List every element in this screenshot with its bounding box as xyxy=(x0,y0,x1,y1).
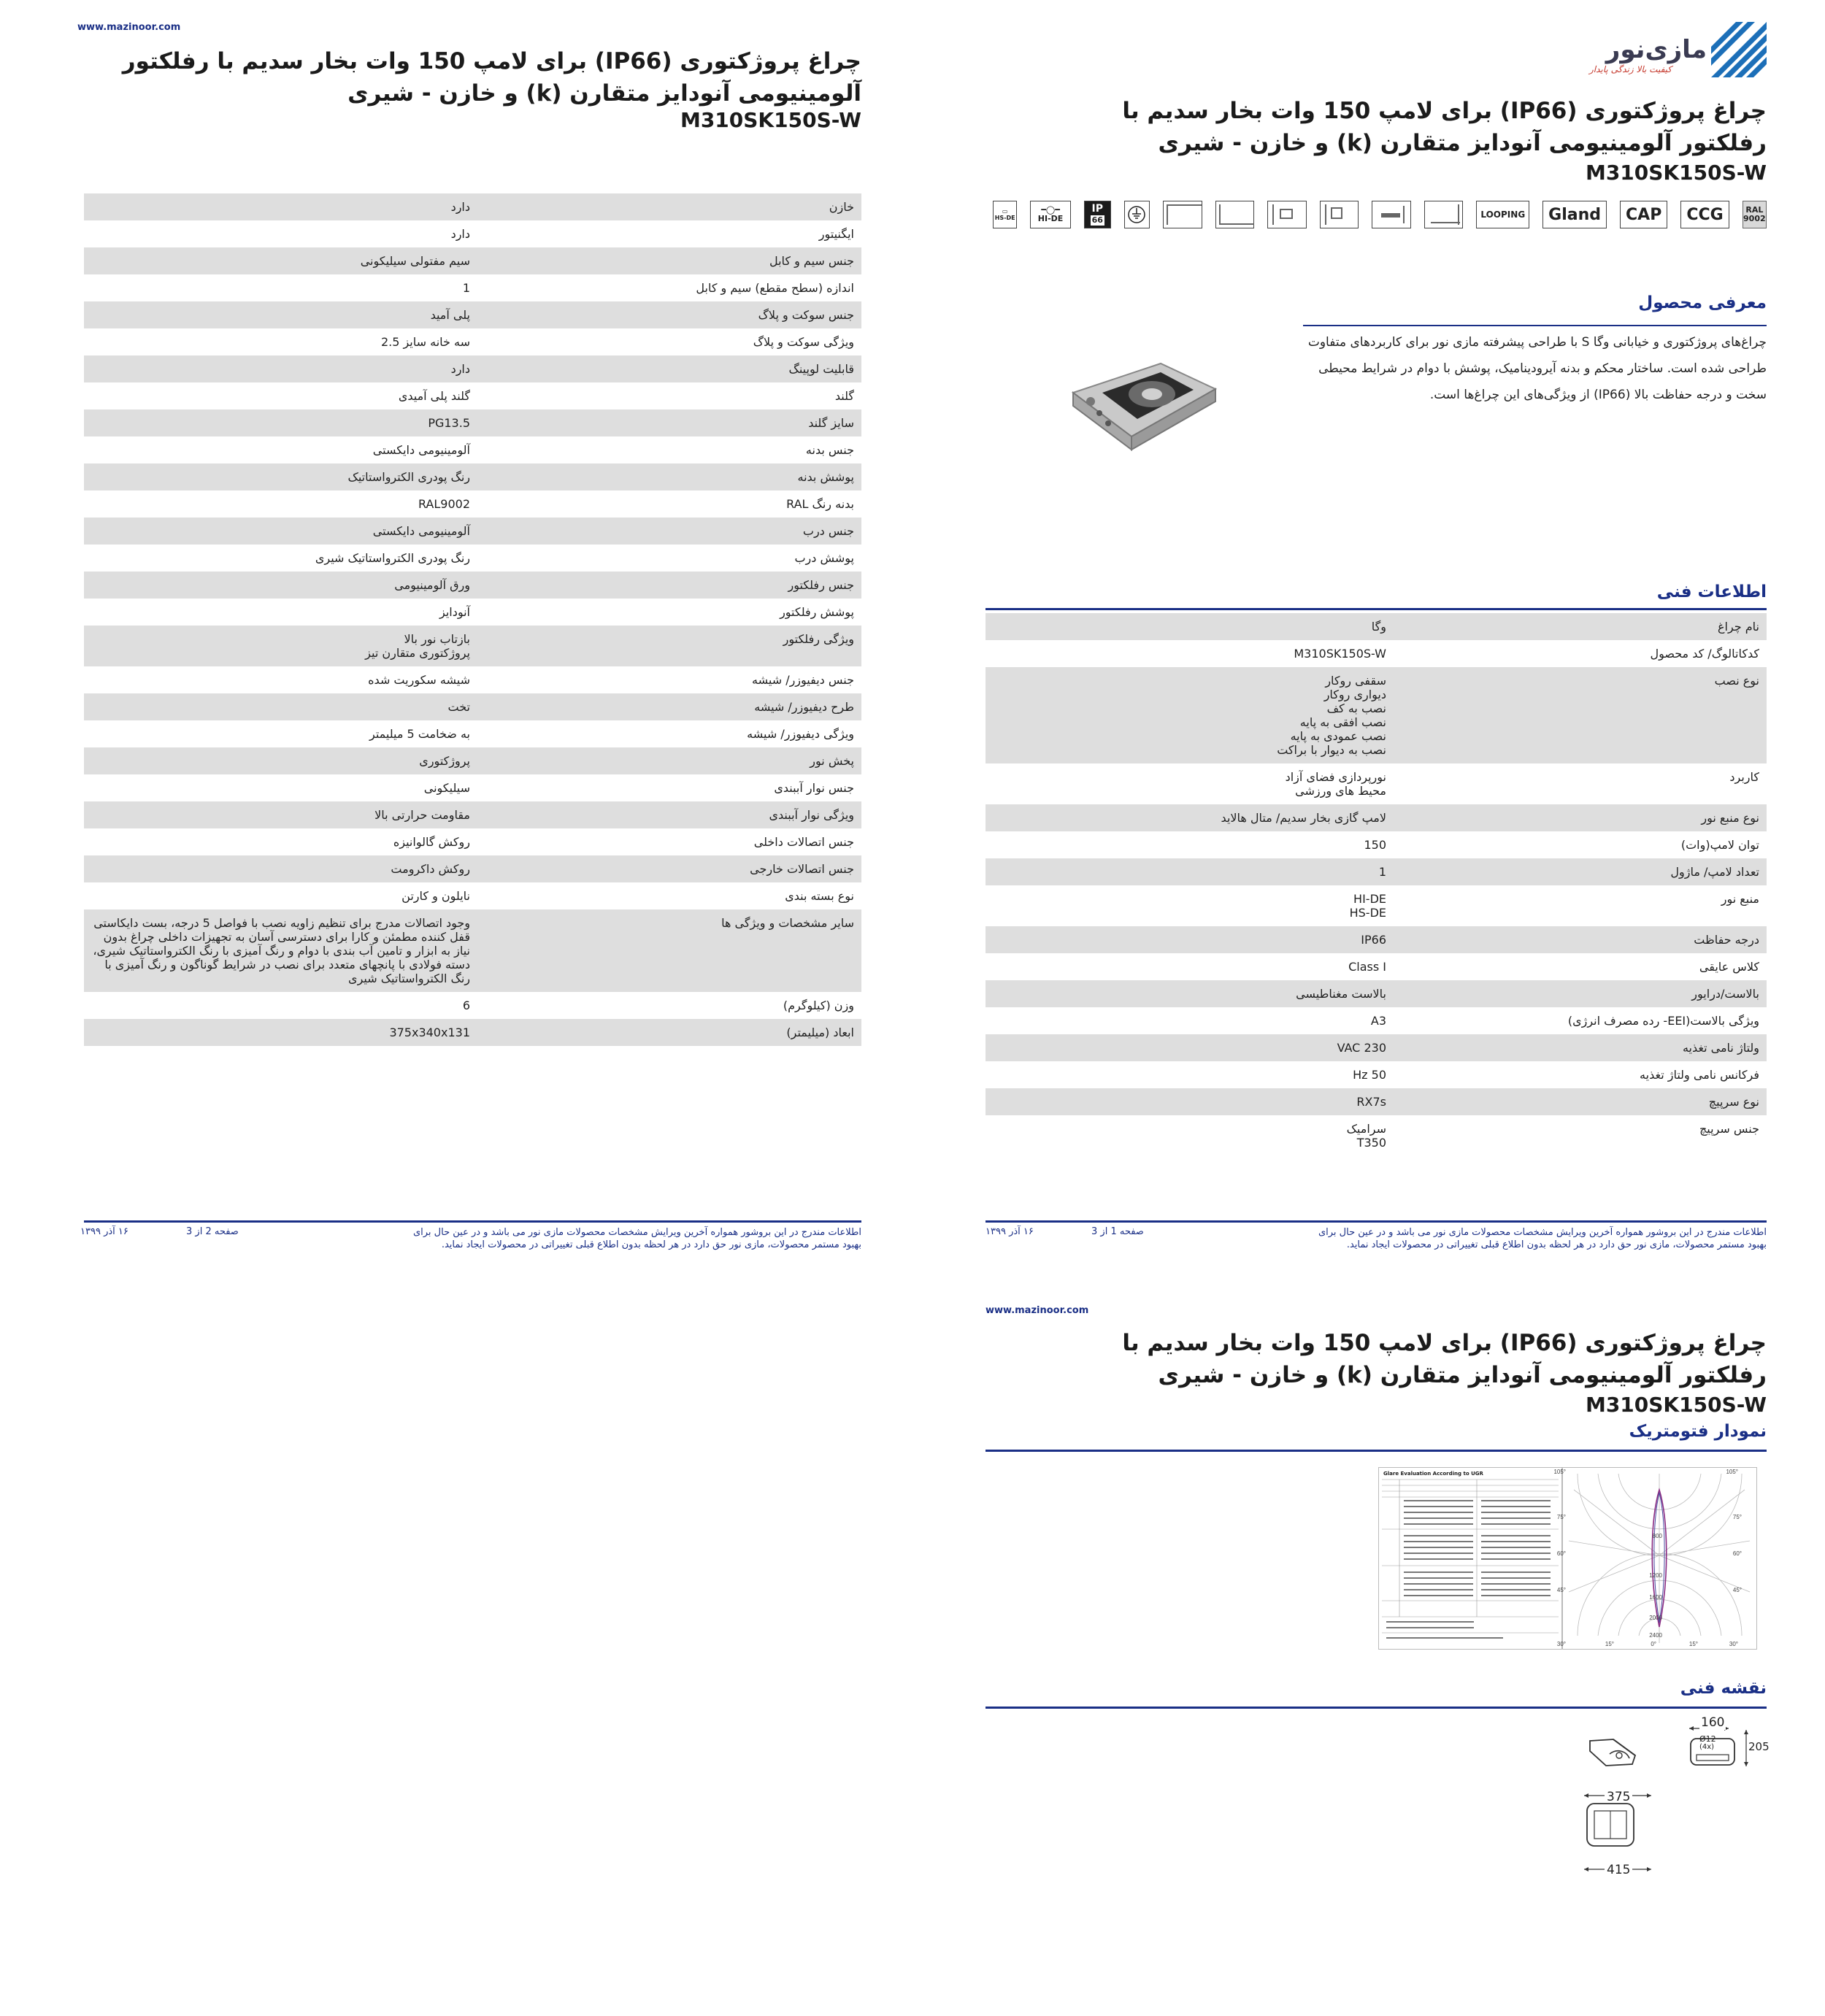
spec-row xyxy=(986,640,1767,667)
spec-label: سایز گلند xyxy=(476,409,861,436)
spec-value: Class I xyxy=(1348,960,1386,974)
spec-label: پوشش درب xyxy=(794,551,854,565)
site-url[interactable]: www.mazinoor.com xyxy=(986,1305,1089,1316)
svg-text:2400: 2400 xyxy=(1649,1632,1662,1639)
spec-label: پخش نور xyxy=(476,747,861,774)
spec-label: خازن xyxy=(476,193,861,220)
spec-value: HI-DE HS-DE xyxy=(1349,892,1386,920)
svg-text:15°: 15° xyxy=(1605,1641,1614,1647)
spec-value: نایلون و کارتن xyxy=(402,889,470,903)
technical-drawing-heading: نقشه فنی xyxy=(1680,1679,1767,1698)
spec-label: فرکانس نامی ولتاژ تغذیه xyxy=(1640,1068,1759,1082)
spec-value: آلومینیومی دایکستی xyxy=(84,518,476,545)
looping-icon: LOOPING xyxy=(1476,201,1529,228)
spec-value: A3 xyxy=(1370,1014,1386,1028)
spec-row xyxy=(84,720,861,747)
spec-row xyxy=(84,572,861,599)
spec-row xyxy=(84,247,861,274)
spec-value: سیم مفتولی سیلیکونی xyxy=(84,247,476,274)
spec-label: جنس اتصالات خارجی xyxy=(476,855,861,882)
spec-label: ویژگی رفلکتور xyxy=(476,626,861,666)
polar-curve-chart xyxy=(1553,1468,1756,1649)
spec-row xyxy=(986,1061,1767,1088)
spec-value: بازتاب نور بالا پروژکتوری متقارن تیز xyxy=(84,626,476,666)
spec-value: رنگ پودری الکترواستاتیک xyxy=(84,463,476,490)
tech-info-table xyxy=(986,613,1767,1156)
spec-label: قابلیت لوپینگ xyxy=(476,355,861,382)
spec-label: نوع نصب xyxy=(1392,667,1767,763)
photometric-rule xyxy=(986,1450,1767,1452)
spec-label: وزن (کیلوگرم) xyxy=(783,999,854,1012)
spec-value: نورپردازی فضای آزاد محیط های ورزشی xyxy=(1285,770,1386,798)
photometric-heading: نمودار فتومتریک xyxy=(1629,1422,1767,1441)
footer-page-number: صفحه 1 از 3 xyxy=(1091,1226,1144,1237)
spec-label: ویژگی بالاست(EEI- رده مصرف انرژی) xyxy=(1567,1014,1759,1028)
spec-label: نوع منبع نور xyxy=(1392,804,1767,831)
dimension-375-label: 375 xyxy=(1605,1790,1632,1804)
product-code: M310SK150S-W xyxy=(680,108,861,132)
spec-row xyxy=(84,801,861,828)
spec-label: سایر مشخصات و ویژگی ها xyxy=(476,909,861,992)
spec-row xyxy=(84,490,861,518)
spec-row xyxy=(84,463,861,490)
spec-label: نوع بسته بندی xyxy=(785,889,854,903)
mount-pole-top-icon xyxy=(1424,201,1464,228)
spec-value: رنگ پودری الکترواستاتیک شیری xyxy=(315,551,470,565)
svg-text:2000: 2000 xyxy=(1649,1615,1662,1621)
spec-value: آلومینیومی دایکستی xyxy=(372,443,470,457)
spec-value: لامپ گازی بخار سدیم/ متال هالاید xyxy=(986,804,1392,831)
spec-label: منبع نور xyxy=(1721,892,1759,906)
side-view-drawing xyxy=(1584,1734,1653,1796)
tech-info-table-continued xyxy=(84,193,861,1046)
spec-label: گلند xyxy=(834,389,854,403)
spec-value: سرامیک T350 xyxy=(1346,1122,1386,1150)
spec-value: 50 Hz xyxy=(1353,1068,1386,1082)
datasheet-page-3 xyxy=(978,1292,1770,2015)
footer-rule xyxy=(84,1220,861,1223)
spec-row xyxy=(84,855,861,882)
polar-photometric-diagram xyxy=(1553,1467,1757,1650)
spec-label: جنس سوکت و پلاگ xyxy=(476,301,861,328)
datasheet-page-1 xyxy=(978,0,1767,1270)
spec-value: ورق آلومینیومی xyxy=(84,572,476,599)
spec-value: دارد xyxy=(450,227,470,241)
spec-row xyxy=(84,828,861,855)
spec-value: 1 xyxy=(462,281,470,295)
spec-row xyxy=(986,763,1767,804)
product-code: M310SK150S-W xyxy=(1585,161,1767,185)
spec-row xyxy=(84,220,861,247)
tech-info-rule xyxy=(986,608,1767,610)
brand-logo xyxy=(1526,22,1767,77)
spec-label: جنس رفلکتور xyxy=(476,572,861,599)
svg-text:1600: 1600 xyxy=(1649,1594,1662,1601)
spec-row xyxy=(84,274,861,301)
spec-row xyxy=(84,409,861,436)
earth-icon xyxy=(1124,201,1150,228)
ccg-icon: CCG xyxy=(1680,201,1729,228)
product-image xyxy=(1051,356,1226,462)
svg-text:800: 800 xyxy=(1652,1533,1662,1539)
product-title: چراغ پروژکتوری (IP66) برای لامپ 150 وات بخار سدیم با رفلکتور آلومینیومی آنودایز متقارن (k) و خازن - شیری xyxy=(1122,1330,1767,1388)
spec-value: 6 xyxy=(462,999,470,1012)
hs-de-lamp-icon: ▭ HS-DE xyxy=(993,201,1017,228)
spec-row xyxy=(986,1034,1767,1061)
svg-text:15°: 15° xyxy=(1688,1641,1698,1647)
spec-label: جنس بدنه xyxy=(805,443,854,457)
spec-row xyxy=(84,382,861,409)
spec-value: پروژکتوری xyxy=(84,747,476,774)
spec-value: سقفی روکار دیواری روکار نصب به کف نصب افقی به پایه نصب عمودی به پایه نصب به دیوار با براکت xyxy=(986,667,1392,763)
svg-text:75°: 75° xyxy=(1556,1514,1566,1520)
dimension-205-label: 205 xyxy=(1748,1740,1770,1753)
svg-text:60°: 60° xyxy=(1556,1550,1566,1557)
mount-floor-icon xyxy=(1320,201,1359,228)
spec-label: طرح دیفیوزر/ شیشه xyxy=(476,693,861,720)
spec-value: سیلیکونی xyxy=(423,781,470,795)
footer-note: اطلاعات مندرج در این بروشور همواره آخرین ویرایش مشخصات محصولات مازی نور می باشد و در عین حال برای بهبود مستمر محصولات، مازی نور حق دارد در هر لحظه بدون اطلاع قبلی تغییراتی در محصولات ایجاد نماید. xyxy=(1318,1227,1767,1250)
ugr-grid-lines xyxy=(1382,1471,1559,1646)
product-title: چراغ پروژکتوری (IP66) برای لامپ 150 وات بخار سدیم با رفلکتور آلومینیومی آنودایز متقارن (k) و خازن - شیری xyxy=(1122,98,1767,156)
spec-value: پلی آمید xyxy=(84,301,476,328)
spec-row xyxy=(986,926,1767,953)
spec-label: پوشش رفلکتور xyxy=(780,605,854,619)
spec-row xyxy=(84,882,861,909)
svg-text:45°: 45° xyxy=(1556,1587,1566,1593)
spec-value: 150 xyxy=(1364,838,1386,852)
spec-label: جنس سرپیچ xyxy=(1699,1122,1759,1136)
spec-label: توان لامپ(وات) xyxy=(1680,838,1759,852)
spec-label: ولتاژ نامی تغذیه xyxy=(1392,1034,1767,1061)
mount-wall-icon xyxy=(1215,201,1255,228)
spec-value: RAL9002 xyxy=(418,497,470,511)
spec-row xyxy=(84,1019,861,1046)
spec-value: دارد xyxy=(84,355,476,382)
spec-row xyxy=(986,667,1767,763)
spec-row xyxy=(84,355,861,382)
spec-row xyxy=(84,666,861,693)
spec-label: جنس سیم و کابل xyxy=(476,247,861,274)
footer-page-number: صفحه 2 از 3 xyxy=(186,1226,239,1237)
dimension-hole-count-label: (4x) xyxy=(1699,1743,1715,1751)
ip66-icon: IP 66 xyxy=(1084,201,1111,228)
spec-label: نام چراغ xyxy=(1392,613,1767,640)
spec-label: بدنه رنگ RAL xyxy=(786,497,854,511)
svg-text:30°: 30° xyxy=(1556,1641,1566,1647)
spec-value: تخت xyxy=(84,693,476,720)
spec-value: PG13.5 xyxy=(84,409,476,436)
spec-row xyxy=(84,436,861,463)
svg-text:45°: 45° xyxy=(1732,1587,1742,1593)
footer-note: اطلاعات مندرج در این بروشور همواره آخرین ویرایش مشخصات محصولات مازی نور می باشد و در عین حال برای بهبود مستمر محصولات، مازی نور حق دارد در هر لحظه بدون اطلاع قبلی تغییراتی در محصولات ایجاد نماید. xyxy=(412,1227,861,1250)
spec-value: 230 VAC xyxy=(986,1034,1392,1061)
spec-value: سه خانه سایز 2.5 xyxy=(380,335,470,349)
spec-label: جنس نوار آببندی xyxy=(774,781,854,795)
spec-label: ویژگی سوکت و پلاگ xyxy=(753,335,854,349)
spec-label: کاربرد xyxy=(1729,770,1759,784)
spec-label: جنس دیفیوزر/ شیشه xyxy=(752,673,854,687)
spec-label: جنس درب xyxy=(476,518,861,545)
spec-label: کلاس عایقی xyxy=(1699,960,1759,974)
spec-row xyxy=(986,1115,1767,1156)
spec-value: 375x340x131 xyxy=(84,1019,476,1046)
spec-row xyxy=(84,328,861,355)
spec-label: نوع سرپیچ xyxy=(1392,1088,1767,1115)
spec-label: ویژگی نوار آببندی xyxy=(476,801,861,828)
spec-label: پوشش بدنه xyxy=(476,463,861,490)
svg-text:30°: 30° xyxy=(1729,1641,1738,1647)
spec-label: جنس اتصالات داخلی xyxy=(753,835,854,849)
spec-label: درجه حفاظت xyxy=(1392,926,1767,953)
spec-row xyxy=(84,193,861,220)
spec-value: دارد xyxy=(84,193,476,220)
spec-value: 1 xyxy=(986,858,1392,885)
svg-text:60°: 60° xyxy=(1732,1550,1742,1557)
spec-label: ایگنیتور xyxy=(818,227,854,241)
feature-icons xyxy=(993,201,1767,234)
tech-info-heading: اطلاعات فنی xyxy=(1656,582,1767,601)
spec-row xyxy=(986,804,1767,831)
spec-value: M310SK150S-W xyxy=(1294,647,1386,661)
logo-mark-icon xyxy=(1711,22,1767,77)
spec-row xyxy=(84,747,861,774)
site-url[interactable]: www.mazinoor.com xyxy=(77,22,181,33)
footer-date: ۱۶ آذر ۱۳۹۹ xyxy=(80,1226,128,1237)
spec-row xyxy=(986,831,1767,858)
spec-value: وجود اتصالات مدرج برای تنظیم زاویه نصب با فواصل 5 درجه، بست دایکاستی قفل کننده مطمئن و کارا برای دسترسی آسان به تجهیزات داخلی چراغ بدون نیاز به ابزار و تامین آب بندی با دوام و رنگ آمیزی با رنگ الکترواستاتیک شیری، دسته فولادی با پانچهای متعدد برای نصب در شرایط گوناگون و رنگ آمیزی با رنگ الکترواستاتیک شیری xyxy=(84,909,476,992)
spec-label: بالاست/درایور xyxy=(1392,980,1767,1007)
svg-text:105°: 105° xyxy=(1553,1469,1566,1475)
spec-value: بالاست مغناطیسی xyxy=(986,980,1392,1007)
spec-row xyxy=(84,301,861,328)
spec-label: کدکاتالوگ/ کد محصول xyxy=(1650,647,1759,661)
svg-text:1200: 1200 xyxy=(1649,1572,1662,1579)
gland-icon: Gland xyxy=(1542,201,1607,228)
spec-value: روکش گالوانیزه xyxy=(393,835,470,849)
technical-drawing-rule xyxy=(986,1707,1767,1709)
spec-row xyxy=(84,518,861,545)
mount-bracket-icon xyxy=(1163,201,1202,228)
dimension-160-label: 160 xyxy=(1701,1715,1725,1730)
spec-value: گلند پلی آمیدی xyxy=(398,389,470,403)
spec-row xyxy=(986,613,1767,640)
spec-row xyxy=(84,774,861,801)
spec-value: RX7s xyxy=(986,1088,1392,1115)
spec-row xyxy=(986,858,1767,885)
spec-label: ویژگی دیفیوزر/ شیشه xyxy=(747,727,854,741)
datasheet-page-2 xyxy=(73,0,861,1270)
spec-label: تعداد لامپ/ ماژول xyxy=(1392,858,1767,885)
intro-heading: معرفی محصول xyxy=(1638,293,1767,312)
product-code: M310SK150S-W xyxy=(1585,1393,1767,1417)
spec-value: آنودایز xyxy=(439,605,470,619)
spec-row xyxy=(986,980,1767,1007)
spec-row xyxy=(84,626,861,666)
mount-pole-side-icon xyxy=(1372,201,1411,228)
product-title: چراغ پروژکتوری (IP66) برای لامپ 150 وات بخار سدیم با رفلکتور آلومینیومی آنودایز متقارن (k) و خازن - شیری xyxy=(122,48,861,107)
logo-tagline: کیفیت بالا زندگی پایدار xyxy=(1588,64,1672,74)
mount-ceiling-icon xyxy=(1267,201,1307,228)
footer-date: ۱۶ آذر ۱۳۹۹ xyxy=(986,1226,1034,1237)
svg-text:0°: 0° xyxy=(1651,1641,1656,1647)
hi-de-lamp-icon: ━◯━ HI-DE xyxy=(1030,201,1070,228)
spec-label: ابعاد (میلیمتر) xyxy=(476,1019,861,1046)
cap-icon: CAP xyxy=(1620,201,1667,228)
dimension-415-label: 415 xyxy=(1605,1863,1632,1877)
spec-row xyxy=(986,1088,1767,1115)
spec-row xyxy=(84,909,861,992)
spec-row xyxy=(986,953,1767,980)
spec-label: اندازه (سطح مقطع) سیم و کابل xyxy=(696,281,854,295)
spec-row xyxy=(84,693,861,720)
svg-text:75°: 75° xyxy=(1732,1514,1742,1520)
spec-value: شیشه سکوریت شده xyxy=(368,673,470,687)
spec-value: به ضخامت 5 میلیمتر xyxy=(369,727,470,741)
spec-value: روکش داکرومت xyxy=(84,855,476,882)
spec-row xyxy=(986,885,1767,926)
spec-row xyxy=(84,599,861,626)
svg-text:105°: 105° xyxy=(1726,1469,1738,1475)
ral-9002-icon: RAL 9002 xyxy=(1743,201,1767,228)
spec-value: IP66 xyxy=(986,926,1392,953)
ugr-glare-table: Glare Evaluation According to UGR xyxy=(1378,1467,1562,1650)
dimension-hole-label: Ø12 xyxy=(1699,1734,1716,1744)
spec-row xyxy=(84,992,861,1019)
logo-wordmark: مازی‌نور xyxy=(1605,35,1707,64)
intro-text: چراغ‌های پروژکتوری و خیابانی وگا S با طراحی پیشرفته مازی نور برای کاربردهای متفاوت طراحی شده است. ساختار محکم و بدنه آیرودینامیک، پوشش با دوام در شرایط محیطی سخت و درجه حفاظت بالا (IP66) از ویژگی‌های این چراغ‌ها است. xyxy=(1303,325,1767,408)
spec-row xyxy=(986,1007,1767,1034)
spec-row xyxy=(84,545,861,572)
spec-value: وگا xyxy=(986,613,1392,640)
footer-rule xyxy=(986,1220,1767,1223)
spec-value: مقاومت حرارتی بالا xyxy=(84,801,476,828)
